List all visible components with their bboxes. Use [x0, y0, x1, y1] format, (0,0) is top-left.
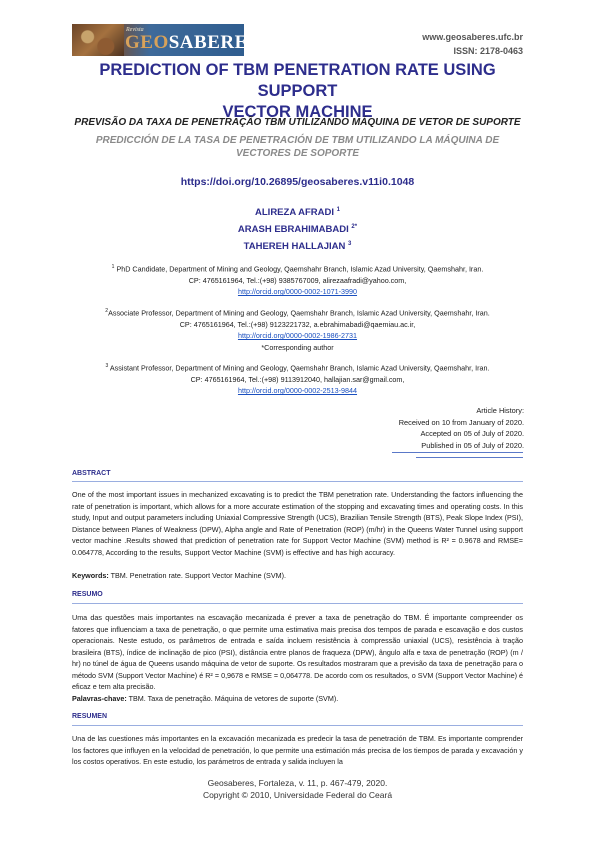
journal-logo — [72, 24, 259, 56]
doi-link[interactable]: https://doi.org/10.26895/geosaberes.v11i0.1048 — [180, 176, 415, 188]
logo-revista: Revista — [126, 27, 144, 33]
orcid-link-2[interactable]: http://orcid.org/0000-0002-1986-2731 — [237, 331, 358, 341]
abstract-text: One of the most important issues in mechanized excavating is to predict the TBM penetration rate. Understanding the factors influencing the rate of penetration is important, which allows for a more accurate estimation of the stopping and excavating times and operating costs. In this study, Input and output parameters including Uniaxial Compressive Strength (UCS), Brazilian Tensile Strength (BTS), Peak Slope Index (PSI), Distance between Planes of Weakness (DPW), Alpha angle and Rate of Penetration (ROP) (m/hr) in the Queens Water Tunnel using support vector machine .Results showed that prediction of penetration rate for Support Vector Machine (SVM) method is R² = 0.9678 and RMSE= 0.064778, According to the results, Support Vector Machine (SVM) is effective and has high accuracy. — [72, 490, 523, 557]
author-1: ALIREZA AFRADI $^1$ — [255, 207, 340, 219]
abstract-keywords: Keywords: TBM. Penetration rate. Support Vector Machine (SVM). — [72, 571, 286, 580]
resumen-heading: RESUMEN — [72, 713, 108, 720]
journal-header-info — [422, 30, 523, 58]
footer-copyright: Copyright © 2010, Universidade Federal do Ceará — [202, 790, 393, 800]
resumo-heading: RESUMO — [72, 591, 103, 598]
affiliation-1: $^1$ PhD Candidate, Department of Mining and Geology, Qaemshahr Branch, Islamic Azad University, Qaemshahr, Iran. CP: 4765161964, Tel.:(+98) 9385767009, alirezaafradi@yahoo.com, http://orcid.org/0000-0002-1071-3990 — [72, 262, 523, 298]
orcid-link-3[interactable]: http://orcid.org/0000-0002-2513-9844 — [237, 386, 358, 396]
issn: ISSN: 2178-0463 — [453, 46, 523, 56]
corresponding-note: *Corresponding author — [261, 342, 334, 352]
article-history: Article History: Received on 10 from January of 2020. Accepted on 05 of July of 2020. Published in 05 of July of 2020. — [398, 406, 524, 450]
affiliation-3: $^3$ Assistant Professor, Department of Mining and Geology, Qaemshahr Branch, Islamic Azad University, Qaemshahr, Iran. CP: 4765161964, Tel.:(+98) 9113912040, hallajian.sar@gmail.com, http://orcid.org/0000-0002-2513-9844 — [72, 361, 523, 397]
footer-citation: Geosaberes, Fortaleza, v. 11, p. 467-479, 2020. — [207, 778, 388, 788]
author-2: ARASH EBRAHIMABADI $^{2*}$ — [237, 224, 358, 236]
abstract-rule — [72, 481, 523, 482]
resumo-text: Uma das questões mais importantes na escavação mecanizada é prever a taxa de penetração do TBM. É importante compreender os fatores que influenciam a taxa de penetração, o que permite uma estimativa mais precisa dos tempos de parada e escavação e dos custos operacionais. Neste estudo, os parâmetros de entrada e saída incluem resistência à compressão uniaxial (UCS), resistência à tração brasileira (BTS), índice de inclinação de pico (PSI), distância entre planos de fraqueza (DPW), ângulo alfa e taxa de penetração (ROP) (m / hr) no túnel de água de Queens usando máquina de vetor de suporte. Os resultados mostraram que a previsão da taxa de penetração para o método SVM (Support Vector Machine) é R² = 0,9678 e RMSE = 0,064778. De acordo com os resultados, o SVM (Support Vector Machine) é eficaz e tem alta precisão. — [72, 613, 523, 691]
orcid-link-1[interactable]: http://orcid.org/0000-0002-1071-3990 — [237, 287, 358, 297]
logo-image — [72, 24, 124, 56]
history-rule-2 — [416, 457, 523, 458]
history-rule-1 — [392, 452, 523, 453]
author-3: TAHEREH HALLAJIAN $^3$ — [243, 241, 352, 253]
logo-wordmark: GEOSABERES — [125, 32, 259, 53]
resumo-keywords: Palavras-chave: TBM. Taxa de penetração. Máquina de vetores de suporte (SVM). — [72, 694, 339, 703]
site-url[interactable]: www.geosaberes.ufc.br — [422, 32, 523, 42]
abstract-heading: ABSTRACT — [72, 470, 111, 477]
resumo-rule — [72, 603, 523, 604]
author-list — [60, 203, 535, 254]
paper-title: PREDICTION OF TBM PENETRATION RATE USING SUPPORT VECTOR MACHINE — [99, 61, 496, 121]
portuguese-title: PREVISÃO DA TAXA DE PENETRAÇÃO TBM UTILIZANDO MÁQUINA DE VETOR DE SUPORTE — [74, 117, 521, 128]
affiliation-2: $^2$Associate Professor, Department of Mining and Geology, Qaemshahr Branch, Islamic Azad University, Qaemshahr, Iran. CP: 4765161964, Tel.:(+98) 9123221732, a.ebrahimabadi@qaemiau.ac.ir, http://orcid.org/0000-0002-1986-2731 *Corresponding author — [72, 306, 523, 353]
resumen-text: Una de las cuestiones más importantes en la excavación mecanizada es predecir la tasa de penetración de TBM. Es importante comprender los factores que influyen en la velocidad de penetración, lo que permite una estimación más precisa de los tiempos de parada y excavación y los costos operativos. En este estudio, los parámetros de entrada y salida incluyen la — [72, 734, 523, 766]
spanish-title: PREDICCIÓN DE LA TASA DE PENETRACIÓN DE TBM UTILIZANDO LA MÁQUINA DE VECTORES DE SOPORTE — [95, 135, 500, 159]
resumen-rule — [72, 725, 523, 726]
page-footer — [60, 777, 535, 801]
